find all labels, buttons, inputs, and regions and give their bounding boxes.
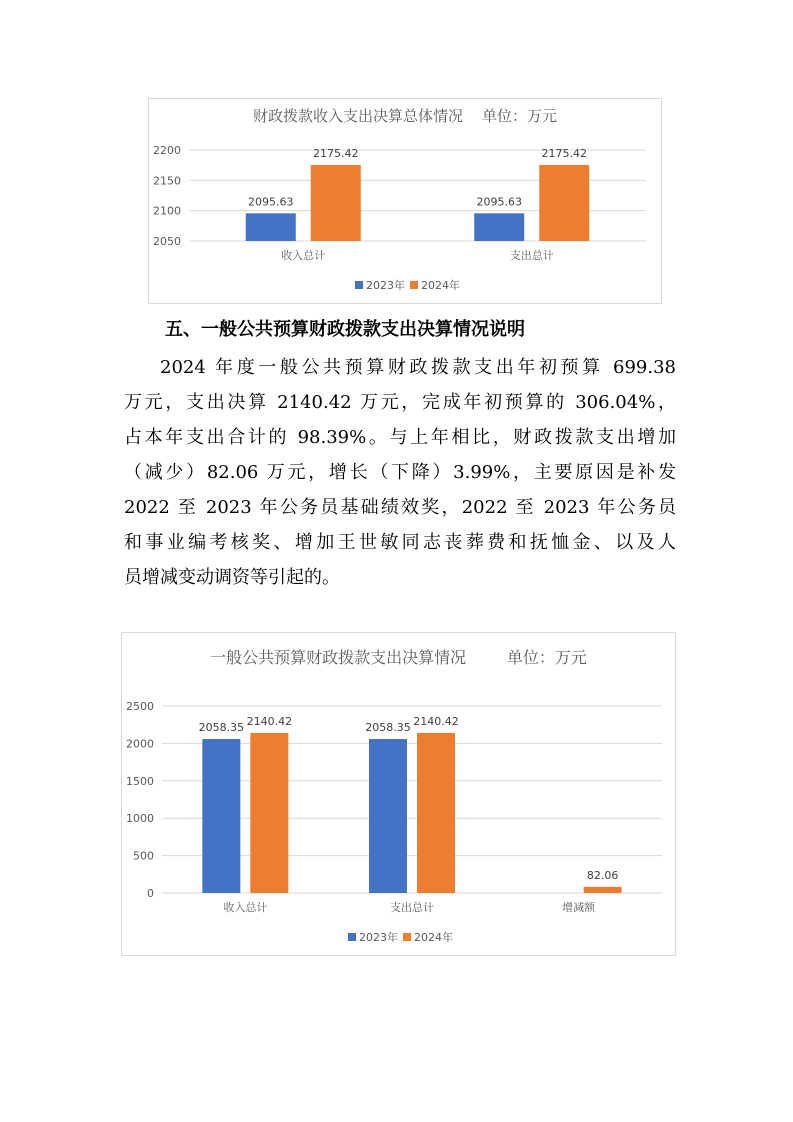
y-tick-label: 1000 — [126, 812, 154, 826]
data-label: 82.06 — [586, 868, 619, 882]
bar — [417, 733, 455, 893]
bar — [311, 165, 361, 241]
paragraph-line: 万元，支出决算 2140.42 万元，完成年初预算的 306.04%， — [124, 392, 676, 413]
paragraph-line: 2022 至 2023 年公务员基础绩效奖，2022 至 2023 年公务员 — [124, 497, 676, 518]
legend-swatch — [410, 281, 418, 289]
bar — [474, 213, 524, 241]
y-tick-label: 1500 — [126, 774, 154, 788]
data-label: 2175.42 — [541, 146, 587, 160]
legend-label: 2024年 — [421, 279, 460, 292]
legend-swatch — [355, 281, 363, 289]
bar — [202, 739, 240, 893]
chart-title: 财政拨款收入支出决算总体情况 单位：万元 — [252, 107, 558, 125]
y-tick-label: 2050 — [153, 235, 181, 248]
legend-swatch — [403, 933, 411, 941]
legend-label: 2023年 — [359, 931, 398, 944]
data-label: 2058.35 — [365, 721, 411, 735]
chart-canvas — [149, 99, 661, 303]
legend-label: 2023年 — [366, 279, 405, 292]
income-expense-overview-chart — [148, 98, 662, 304]
paragraph-line: 和事业编考核奖、增加王世敏同志丧葬费和抚恤金、以及人 — [124, 532, 676, 553]
bar — [539, 165, 589, 241]
data-label: 2095.63 — [476, 195, 522, 209]
section-heading: 五、一般公共预算财政拨款支出决算情况说明 — [165, 319, 525, 340]
data-label: 2140.42 — [413, 714, 459, 728]
legend-swatch — [348, 933, 356, 941]
data-label: 2140.42 — [246, 714, 293, 728]
data-label: 2175.42 — [313, 146, 359, 160]
paragraph-line: （减少）82.06 万元，增长（下降）3.99%，主要原因是补发 — [124, 462, 676, 483]
y-tick-label: 0 — [147, 887, 154, 900]
bar — [250, 733, 288, 893]
x-tick-label: 支出总计 — [390, 901, 434, 914]
y-tick-label: 2200 — [153, 144, 181, 157]
general-budget-expense-chart — [121, 632, 676, 956]
paragraph-line: 占本年支出合计的 98.39%。与上年相比，财政拨款支出增加 — [124, 427, 676, 448]
bar — [246, 213, 296, 241]
paragraph-line: 员增减变动调资等引起的。 — [124, 567, 340, 588]
x-tick-label: 收入总计 — [281, 249, 326, 262]
y-tick-label: 500 — [133, 849, 154, 863]
paragraph-line: 2024 年度一般公共预算财政拨款支出年初预算 699.38 — [160, 357, 676, 378]
x-tick-label: 增减额 — [562, 901, 596, 914]
bar — [369, 739, 407, 893]
chart-canvas — [122, 633, 675, 955]
y-tick-label: 2100 — [153, 204, 181, 218]
section-paragraph — [124, 350, 676, 595]
chart-title: 一般公共预算财政拨款支出决算情况 单位：万元 — [210, 648, 587, 667]
legend-label: 2024年 — [414, 931, 453, 944]
y-tick-label: 2500 — [126, 700, 154, 713]
x-tick-label: 支出总计 — [509, 249, 554, 262]
bar — [584, 887, 622, 893]
y-tick-label: 2000 — [126, 737, 154, 751]
x-tick-label: 收入总计 — [223, 901, 268, 914]
data-label: 2058.35 — [198, 721, 245, 735]
y-tick-label: 2150 — [153, 174, 181, 188]
data-label: 2095.63 — [248, 195, 294, 209]
